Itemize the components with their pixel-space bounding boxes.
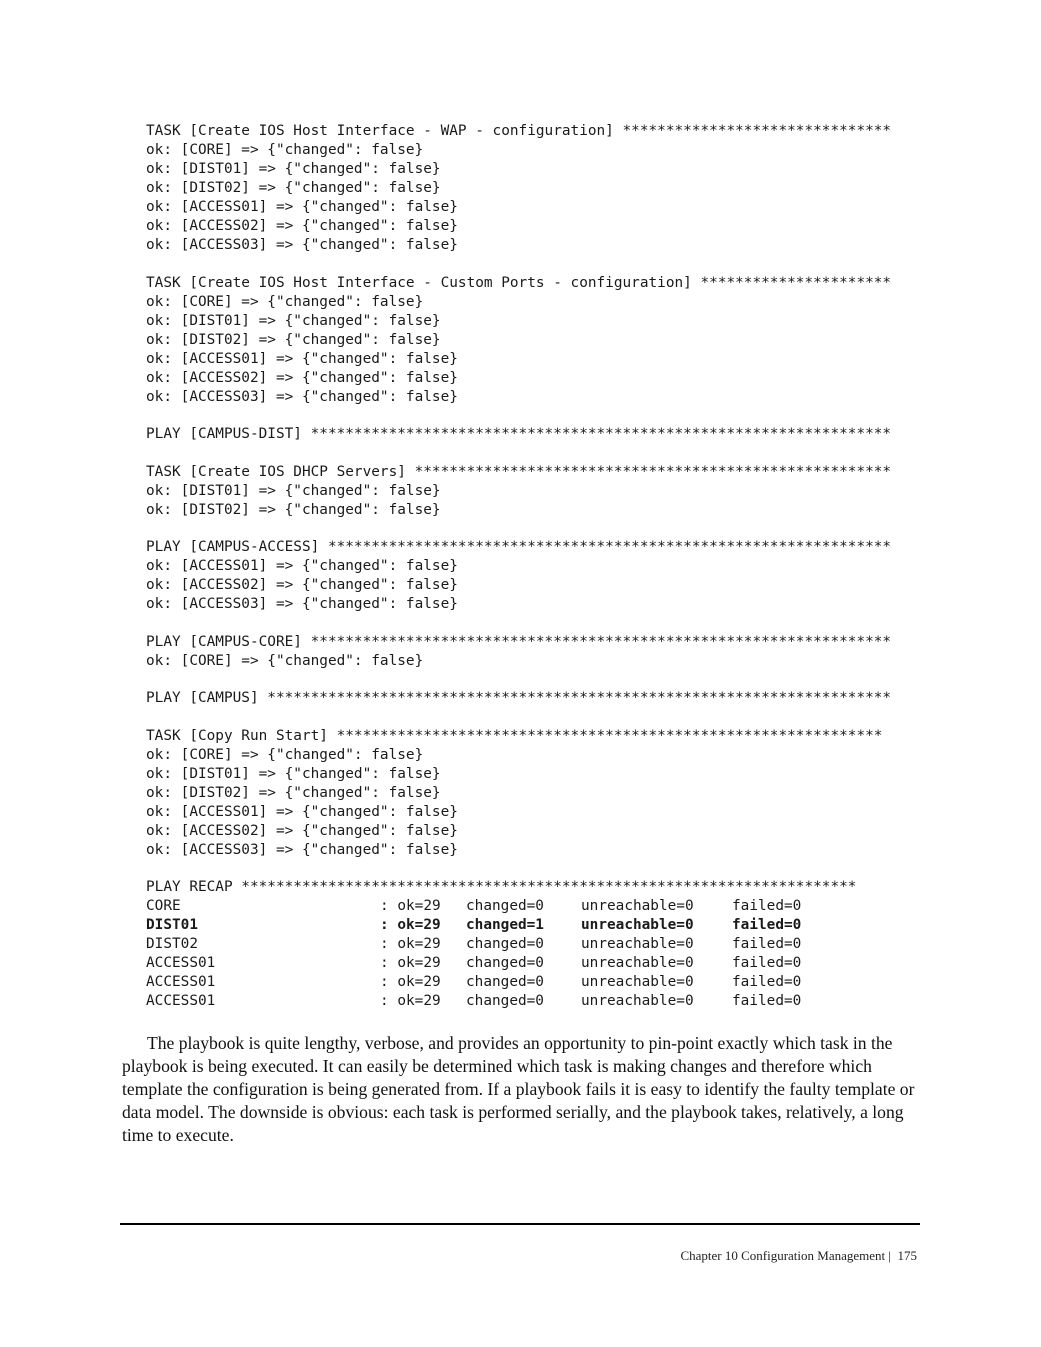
code-output-line: ok: [ACCESS03] => {"changed": false}: [146, 596, 458, 612]
code-output-line: ok: [ACCESS03] => {"changed": false}: [146, 237, 458, 253]
code-output-line: ok: [ACCESS02] => {"changed": false}: [146, 822, 458, 839]
code-block: [146, 425, 926, 444]
recap-row: [146, 897, 926, 916]
code-output-line: ok: [CORE] => {"changed": false}: [146, 142, 424, 158]
recap-changed-cell: changed=0: [466, 955, 544, 971]
code-output-line: ok: [ACCESS01] => {"changed": false}: [146, 350, 458, 367]
recap-unreachable-cell: unreachable=0: [581, 955, 694, 971]
recap-host-cell: ACCESS01: [146, 955, 216, 971]
recap-failed-cell: failed=0: [732, 993, 802, 1009]
code-block-header-line: TASK [Copy Run Start] ***************************************************************: [146, 727, 883, 744]
code-output-line: ok: [DIST01] => {"changed": false}: [146, 765, 441, 782]
recap-row: [146, 992, 926, 1011]
code-output-line: ok: [ACCESS03] => {"changed": false}: [146, 388, 458, 405]
play-recap-header: PLAY RECAP ***********************************************************************: [146, 879, 857, 895]
code-output-line: ok: [ACCESS01] => {"changed": false}: [146, 199, 458, 215]
code-output-line: ok: [DIST02] => {"changed": false}: [146, 784, 441, 801]
code-output-line: ok: [ACCESS01] => {"changed": false}: [146, 803, 458, 820]
recap-host-cell: ACCESS01: [146, 974, 216, 990]
code-output-line: ok: [DIST02] => {"changed": false}: [146, 501, 441, 518]
code-output-line: ok: [ACCESS03] => {"changed": false}: [146, 841, 458, 858]
recap-row: [146, 935, 926, 954]
blank-line: [146, 407, 926, 426]
recap-failed-cell: failed=0: [732, 936, 802, 952]
recap-changed-cell: changed=0: [466, 993, 544, 1009]
recap-changed-cell: changed=0: [466, 936, 544, 952]
code-block-header-line: TASK [Create IOS Host Interface - Custom Ports - configuration] **********************: [146, 274, 892, 291]
footer-separator: |: [888, 1248, 891, 1263]
code-block: [146, 689, 926, 708]
recap-host-cell: CORE: [146, 898, 181, 914]
body-paragraph: The playbook is quite lengthy, verbose, and provides an opportunity to pin-point exactly which task in the playbook is being executed. It can easily be determined which task is making changes and therefore which template the configuration is being generated from. If a playbook fails it is easy to identify the faulty template or data model. The downside is obvious: each task is performed serially, and the playbook takes, relatively, a long time to execute.: [122, 1033, 915, 1145]
code-block: [146, 122, 926, 255]
recap-ok-cell: : ok=29: [380, 955, 441, 971]
recap-ok-cell: : ok=29: [380, 917, 441, 933]
ansible-output-listing: [146, 122, 926, 1011]
recap-changed-cell: changed=0: [466, 898, 544, 914]
code-block-header-line: PLAY [CAMPUS-ACCESS] *****************************************************************: [146, 539, 892, 555]
code-output-line: ok: [DIST01] => {"changed": false}: [146, 482, 441, 499]
page-footer: [680, 1248, 917, 1264]
code-block: [146, 463, 926, 520]
code-output-line: ok: [ACCESS01] => {"changed": false}: [146, 558, 458, 574]
recap-host-cell: DIST02: [146, 936, 198, 952]
recap-host-cell: ACCESS01: [146, 993, 216, 1009]
recap-row: [146, 916, 926, 935]
code-output-line: ok: [DIST02] => {"changed": false}: [146, 331, 441, 348]
recap-ok-cell: : ok=29: [380, 993, 441, 1009]
blank-line: [146, 708, 926, 727]
code-output-line: ok: [CORE] => {"changed": false}: [146, 652, 424, 669]
code-output-line: ok: [DIST01] => {"changed": false}: [146, 312, 441, 329]
code-output-line: ok: [DIST01] => {"changed": false}: [146, 161, 441, 177]
recap-row: [146, 973, 926, 992]
code-block-header-line: PLAY [CAMPUS-CORE] *******************************************************************: [146, 633, 892, 650]
recap-failed-cell: failed=0: [732, 898, 802, 914]
blank-line: [146, 614, 926, 633]
blank-line: [146, 520, 926, 539]
code-block: [146, 274, 926, 407]
recap-failed-cell: failed=0: [732, 974, 802, 990]
blank-line: [146, 255, 926, 274]
recap-row: [146, 954, 926, 973]
play-recap: [146, 878, 926, 1011]
recap-unreachable-cell: unreachable=0: [581, 936, 694, 952]
recap-failed-cell: failed=0: [732, 955, 802, 971]
footer-chapter: Chapter 10 Configuration Management: [680, 1248, 886, 1263]
code-output-line: ok: [DIST02] => {"changed": false}: [146, 180, 441, 196]
recap-ok-cell: : ok=29: [380, 974, 441, 990]
recap-changed-cell: changed=1: [466, 917, 544, 933]
recap-host-cell: DIST01: [146, 917, 198, 933]
code-block: [146, 633, 926, 671]
blank-line: [146, 671, 926, 690]
code-block-header-line: PLAY [CAMPUS] ************************************************************************: [146, 690, 892, 706]
code-block-header-line: TASK [Create IOS DHCP Servers] *******************************************************: [146, 463, 892, 480]
code-output-line: ok: [ACCESS02] => {"changed": false}: [146, 577, 458, 593]
blank-line: [146, 444, 926, 463]
recap-unreachable-cell: unreachable=0: [581, 993, 694, 1009]
code-output-line: ok: [ACCESS02] => {"changed": false}: [146, 369, 458, 386]
code-output-line: ok: [CORE] => {"changed": false}: [146, 293, 424, 310]
code-output-line: ok: [CORE] => {"changed": false}: [146, 746, 424, 763]
code-block-header-line: TASK [Create IOS Host Interface - WAP - configuration] *******************************: [146, 123, 892, 139]
recap-failed-cell: failed=0: [732, 917, 802, 933]
recap-ok-cell: : ok=29: [380, 936, 441, 952]
page-number: 175: [897, 1248, 917, 1263]
recap-unreachable-cell: unreachable=0: [581, 898, 694, 914]
recap-unreachable-cell: unreachable=0: [581, 917, 694, 933]
code-block: [146, 727, 926, 860]
recap-changed-cell: changed=0: [466, 974, 544, 990]
code-block-header-line: PLAY [CAMPUS-DIST] *******************************************************************: [146, 426, 892, 442]
blank-line: [146, 860, 926, 879]
recap-unreachable-cell: unreachable=0: [581, 974, 694, 990]
code-block: [146, 538, 926, 614]
recap-ok-cell: : ok=29: [380, 898, 441, 914]
code-output-line: ok: [ACCESS02] => {"changed": false}: [146, 218, 458, 234]
footer-rule: [120, 1223, 920, 1225]
